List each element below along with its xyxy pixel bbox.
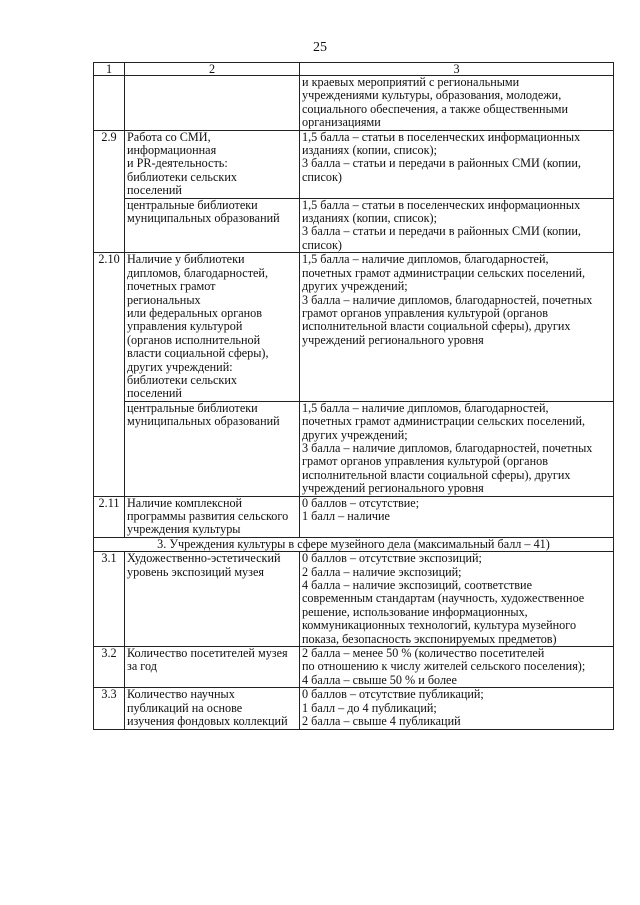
row-number-cell <box>94 76 125 131</box>
table-row-3-3 <box>94 688 614 729</box>
table-row-2-11 <box>94 496 614 537</box>
indicator-cell: центральные библиотеки муниципальных образований <box>125 198 300 253</box>
table-header-row <box>94 63 614 76</box>
header-col-1: 1 <box>94 63 125 76</box>
table-row-2-10-central <box>94 401 614 496</box>
header-col-2: 2 <box>125 63 300 76</box>
indicator-cell: Наличие комплексной программы развития сельского учреждения культуры <box>125 496 300 537</box>
row-number-cell: 2.11 <box>94 496 125 537</box>
indicator-cell: центральные библиотеки муниципальных образований <box>125 401 300 496</box>
indicator-cell: Количество посетителей музея за год <box>125 647 300 688</box>
criteria-table <box>93 62 614 730</box>
row-number-cell: 2.10 <box>94 253 125 496</box>
score-cell: 0 баллов – отсутствие публикаций; 1 балл – до 4 публикаций; 2 балла – свыше 4 публикаций <box>300 688 614 729</box>
score-cell: 1,5 балла – наличие дипломов, благодарностей, почетных грамот администрации сельских поселений, других учреждений; 3 балла – наличие дипломов, благодарностей, почетных грамот органов управления культурой (органов исполнительной власти социальной сферы), других учреждений регионального уровня <box>300 401 614 496</box>
score-cell: 1,5 балла – статьи в поселенческих информационных изданиях (копии, список); 3 балла – статьи и передачи в районных СМИ (копии, список) <box>300 130 614 198</box>
indicator-cell <box>125 76 300 131</box>
table-row-2-9-central <box>94 198 614 253</box>
table-row-2-9 <box>94 130 614 198</box>
header-col-3: 3 <box>300 63 614 76</box>
indicator-cell: Количество научных публикаций на основе изучения фондовых коллекций <box>125 688 300 729</box>
section-heading: 3. Учреждения культуры в сфере музейного дела (максимальный балл – 41) <box>94 537 614 551</box>
score-cell: 1,5 балла – статьи в поселенческих информационных изданиях (копии, список); 3 балла – статьи и передачи в районных СМИ (копии, список) <box>300 198 614 253</box>
indicator-cell: Наличие у библиотеки дипломов, благодарностей, почетных грамот региональных или федеральных органов управления культурой (органов исполнительной власти социальной сферы), других учреждений: библиотеки сельских поселений <box>125 253 300 401</box>
page-number: 25 <box>313 40 327 55</box>
section-heading-row <box>94 537 614 551</box>
score-cell: 0 баллов – отсутствие экспозиций; 2 балла – наличие экспозиций; 4 балла – наличие экспозиций, соответствие современным стандартам (научность, художественное решение, использование информационных, коммуникационных технологий, культура музейного показа, безопасность экспонируемых предметов) <box>300 552 614 647</box>
row-number-cell: 3.3 <box>94 688 125 729</box>
indicator-cell: Работа со СМИ, информационная и PR-деятельность: библиотеки сельских поселений <box>125 130 300 198</box>
indicator-cell: Художественно-эстетический уровень экспозиций музея <box>125 552 300 647</box>
row-number-cell: 2.9 <box>94 130 125 253</box>
score-cell: 2 балла – менее 50 % (количество посетителей по отношению к числу жителей сельского поселения); 4 балла – свыше 50 % и более <box>300 647 614 688</box>
table-row-3-1 <box>94 552 614 647</box>
table-row-3-2 <box>94 647 614 688</box>
score-cell: и краевых мероприятий с региональными учреждениями культуры, образования, молодежи, социального обеспечения, а также общественными организациями <box>300 76 614 131</box>
row-number-cell: 3.1 <box>94 552 125 647</box>
score-cell: 0 баллов – отсутствие; 1 балл – наличие <box>300 496 614 537</box>
table-row-continuation <box>94 76 614 131</box>
row-number-cell: 3.2 <box>94 647 125 688</box>
score-cell: 1,5 балла – наличие дипломов, благодарностей, почетных грамот администрации сельских поселений, других учреждений; 3 балла – наличие дипломов, благодарностей, почетных грамот органов управления культурой (органов исполнительной власти социальной сферы), других учреждений регионального уровня <box>300 253 614 401</box>
table-row-2-10 <box>94 253 614 401</box>
